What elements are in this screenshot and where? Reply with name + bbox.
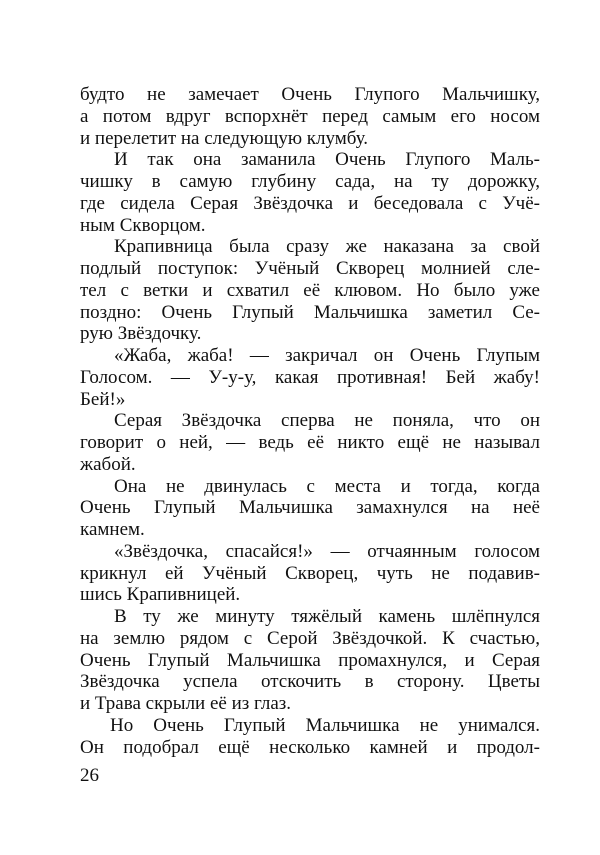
text-line: Очень Глупый Мальчишка промахнулся, и Серая: [80, 649, 540, 671]
paragraph: [80, 715, 540, 759]
text-line: шись Крапивницей.: [80, 584, 241, 606]
text-line: Голосом. — У-у-у, какая противная! Бей жабу!: [80, 366, 540, 388]
text-line: Бей!»: [80, 388, 126, 410]
text-line: «Звёздочка, спасайся!» — отчаянным голосом: [114, 540, 540, 562]
book-page-text: [80, 84, 540, 758]
text-line: Крапивница была сразу же наказана за свой: [114, 236, 540, 258]
text-line: Очень Глупый Мальчишка замахнулся на неё: [80, 497, 540, 519]
text-line: Он подобрал ещё несколько камней и продол-: [80, 736, 540, 758]
paragraph: [80, 149, 540, 236]
text-line: В ту же минуту тяжёлый камень шлёпнулся: [114, 606, 540, 627]
text-line: Но Очень Глупый Мальчишка не унимался.: [110, 714, 540, 736]
text-line: Она не двинулась с места и тогда, когда: [114, 475, 540, 497]
text-line: И так она заманила Очень Глупого Маль-: [114, 149, 540, 171]
text-line: поздно: Очень Глупый Мальчишка заметил Се-: [80, 301, 540, 323]
paragraph: [80, 345, 540, 410]
page-number: 26: [80, 765, 99, 786]
text-line: подлый поступок: Учёный Скворец молнией сле-: [80, 258, 540, 279]
text-line: рую Звёздочку.: [80, 323, 202, 345]
paragraph: [80, 410, 540, 475]
text-line: Звёздочка успела отскочить в сторону. Цветы: [80, 671, 540, 693]
text-line: и Трава скрыли её из глаз.: [80, 693, 292, 714]
text-line: говорит о ней, — ведь её никто ещё не называл: [80, 432, 540, 453]
text-line: на землю рядом с Серой Звёздочкой. К счастью,: [80, 627, 540, 649]
text-line: где сидела Серая Звёздочка и беседовала с Учё-: [80, 192, 540, 214]
text-line: Серая Звёздочка сперва не поняла, что он: [114, 410, 540, 432]
text-line: крикнул ей Учёный Скворец, чуть не подавив-: [80, 562, 540, 584]
paragraph: [80, 476, 540, 541]
text-line: будто не замечает Очень Глупого Мальчишку,: [80, 84, 540, 105]
text-line: тел с ветки и схватил её клювом. Но было уже: [80, 279, 540, 301]
text-line: жабой.: [80, 453, 136, 475]
text-line: ным Скворцом.: [80, 214, 206, 236]
text-line: а потом вдруг вспорхнёт перед самым его носом: [80, 105, 540, 127]
text-line: камнем.: [80, 519, 145, 540]
paragraph: [80, 606, 540, 715]
text-line: и перелетит на следующую клумбу.: [80, 127, 369, 149]
paragraph: [80, 541, 540, 606]
text-line: «Жаба, жаба! — закричал он Очень Глупым: [114, 345, 540, 366]
text-line: чишку в самую глубину сада, на ту дорожку,: [80, 171, 540, 192]
paragraph: [80, 236, 540, 345]
paragraph: [80, 84, 540, 149]
